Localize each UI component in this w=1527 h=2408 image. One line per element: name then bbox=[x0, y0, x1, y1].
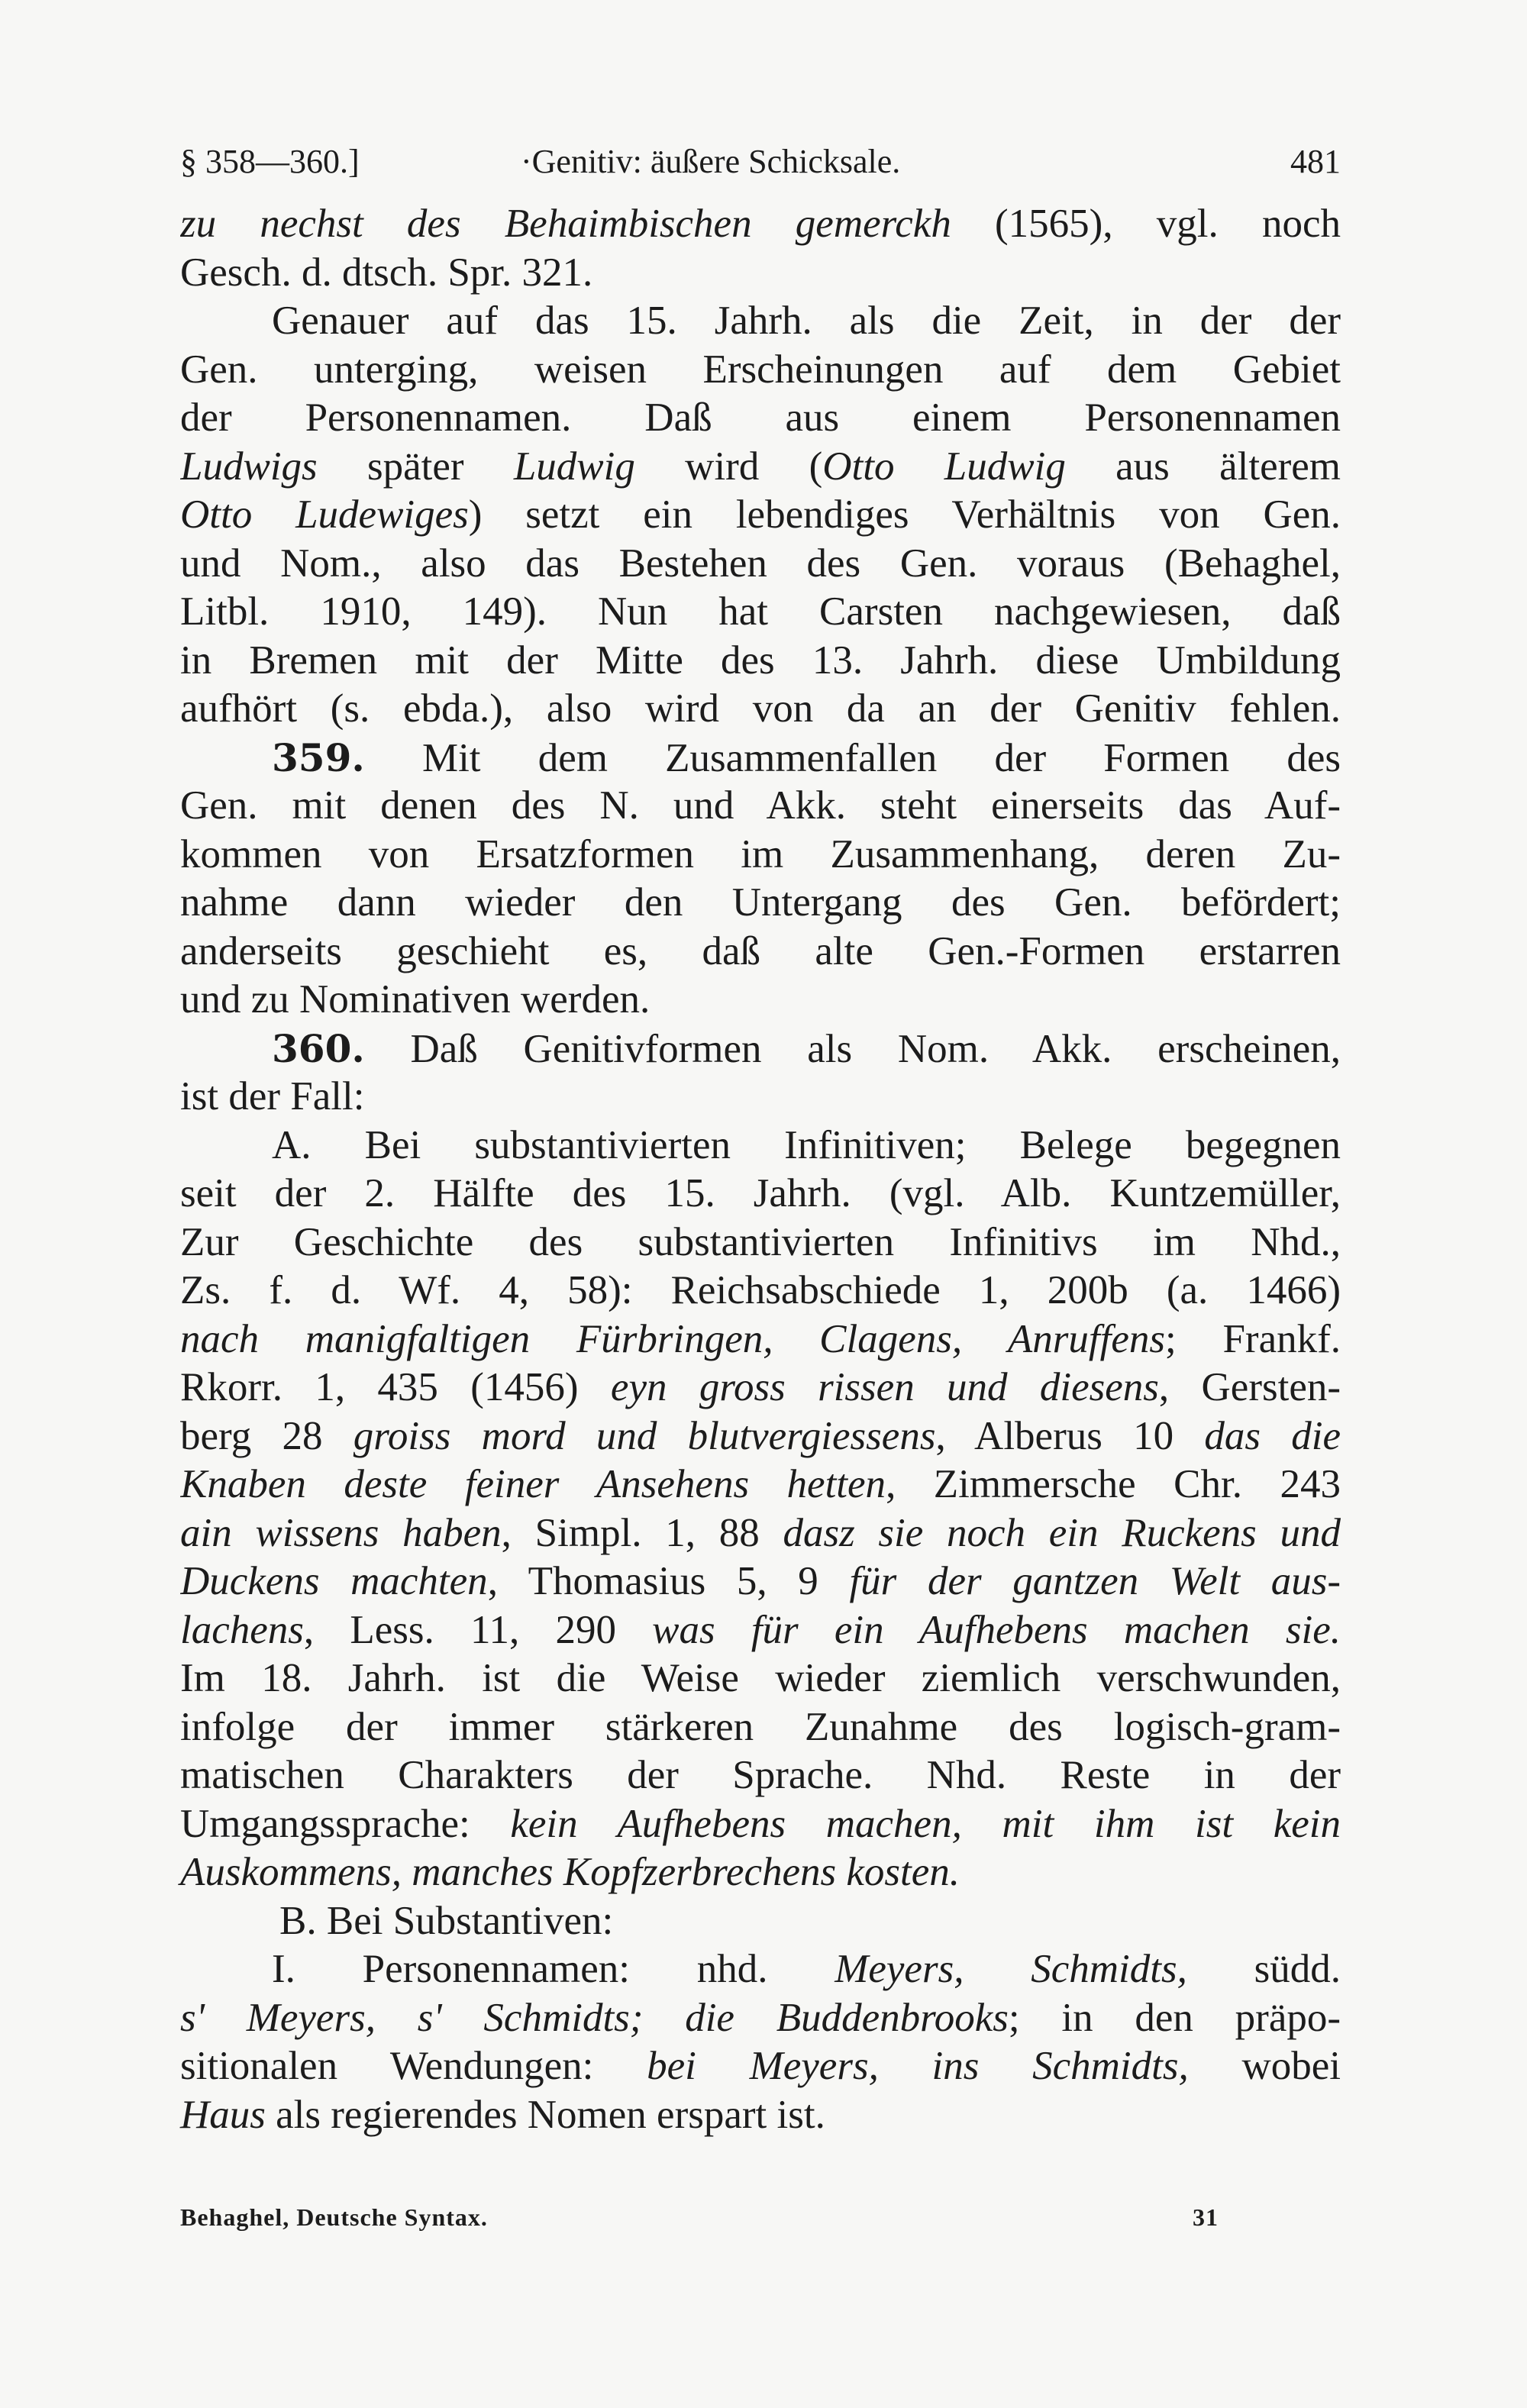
text-line bbox=[180, 1994, 1341, 2043]
text-line bbox=[180, 297, 1341, 346]
text-run: I. Personennamen: nhd. bbox=[272, 1947, 835, 1991]
footer-book-title: Behaghel, Deutsche Syntax. bbox=[180, 2203, 488, 2231]
italic-quote: Ludwig bbox=[513, 444, 635, 489]
text-line bbox=[180, 1170, 1341, 1219]
text-run: der Personennamen. Daß aus einem Personennamen bbox=[180, 395, 1341, 440]
text-line bbox=[180, 2042, 1341, 2091]
text-run: Gen. mit denen des N. und Akk. steht einerseits das Auf- bbox=[180, 783, 1341, 828]
section-number: 359. bbox=[272, 734, 365, 780]
text-run: in Bremen mit der Mitte des 13. Jahrh. diese Umbildung bbox=[180, 638, 1341, 683]
text-run: , Thomasius 5, 9 bbox=[487, 1559, 850, 1603]
italic-quote: Duckens machten bbox=[180, 1559, 488, 1603]
text-line bbox=[180, 1509, 1341, 1558]
text-run: Daß Genitivformen als Nom. Akk. erscheinen, bbox=[364, 1026, 1341, 1071]
signature-footer bbox=[180, 2203, 1219, 2242]
running-header bbox=[180, 142, 1341, 188]
text-run: Gesch. d. dtsch. Spr. 321. bbox=[180, 250, 593, 295]
text-run: und zu Nominativen werden. bbox=[180, 977, 651, 1022]
sheet-signature: 31 bbox=[1193, 2203, 1219, 2231]
text-run: A. Bei substantivierten Infinitiven; Belege begegnen bbox=[272, 1122, 1341, 1167]
italic-quote: nach manigfaltigen Fürbringen, Clagens, Anruffens bbox=[180, 1316, 1166, 1361]
italic-quote: Knaben deste feiner Ansehens hetten bbox=[180, 1462, 886, 1506]
text-line bbox=[180, 782, 1341, 831]
text-line bbox=[180, 1848, 1341, 1897]
text-run: , Zimmersche Chr. 243 bbox=[886, 1462, 1341, 1506]
text-run: ist der Fall: bbox=[180, 1074, 365, 1118]
text-run: ; Frankf. bbox=[1165, 1316, 1341, 1361]
text-run: , Simpl. 1, 88 bbox=[501, 1510, 783, 1555]
text-line bbox=[180, 1703, 1341, 1752]
text-line bbox=[180, 637, 1341, 686]
italic-quote: Otto Ludewiges bbox=[180, 492, 469, 537]
text-run: Zs. f. d. Wf. 4, 58): Reichsabschiede 1, 200b (a. 1466) bbox=[180, 1268, 1341, 1312]
text-run: südd. bbox=[1186, 1947, 1341, 1991]
text-run: ) setzt ein lebendiges Verhältnis von Gen. bbox=[468, 492, 1341, 537]
text-run: ; in den präpo- bbox=[1008, 1995, 1341, 2040]
text-run: , Alberus 10 bbox=[935, 1413, 1205, 1458]
text-run: Umgangssprache: bbox=[180, 1801, 511, 1846]
text-line bbox=[180, 1267, 1341, 1315]
text-run: Gen. unterging, weisen Erscheinungen auf dem Gebiet bbox=[180, 347, 1341, 392]
section-359-heading bbox=[180, 734, 1341, 783]
text-line bbox=[180, 588, 1341, 637]
text-line bbox=[180, 2091, 1341, 2140]
text-line bbox=[180, 1364, 1341, 1412]
italic-quote: für der gantzen Welt aus- bbox=[849, 1559, 1341, 1603]
text-line bbox=[180, 346, 1341, 395]
text-line bbox=[180, 1412, 1341, 1461]
text-run: (1565), vgl. noch bbox=[951, 202, 1341, 246]
text-line bbox=[180, 1654, 1341, 1703]
text-run: , Less. 11, 290 bbox=[303, 1607, 653, 1652]
text-run: sitionalen Wendungen: bbox=[180, 2044, 647, 2088]
text-run: Mit dem Zusammenfallen der Formen des bbox=[364, 735, 1341, 780]
text-run: matischen Charakters der Sprache. Nhd. Reste in der bbox=[180, 1753, 1341, 1797]
text-run: Rkorr. 1, 435 (1456) bbox=[180, 1365, 611, 1409]
italic-quote: Auskommens, manches Kopfzerbrechens kosten. bbox=[180, 1850, 960, 1894]
italic-quote: Ludwigs bbox=[180, 444, 318, 489]
text-line bbox=[180, 394, 1341, 443]
text-run: anderseits geschieht es, daß alte Gen.-Formen erstarren bbox=[180, 928, 1341, 973]
italic-quote: kein Aufhebens machen, mit ihm ist kein bbox=[510, 1801, 1341, 1846]
text-line bbox=[180, 831, 1341, 880]
text-run: , Gersten- bbox=[1158, 1365, 1341, 1409]
italic-quote: eyn gross rissen und diesens bbox=[610, 1365, 1159, 1409]
text-run: berg 28 bbox=[180, 1413, 354, 1458]
text-line bbox=[180, 1945, 1341, 1994]
text-line bbox=[180, 1219, 1341, 1267]
italic-quote: das die bbox=[1204, 1413, 1341, 1458]
italic-quote: bei Meyers, ins Schmidts, bbox=[647, 2044, 1189, 2088]
text-line bbox=[180, 491, 1341, 540]
text-run: seit der 2. Hälfte des 15. Jahrh. (vgl. Alb. Kuntzemüller, bbox=[180, 1171, 1341, 1215]
text-line bbox=[180, 1606, 1341, 1655]
text-line bbox=[180, 1315, 1341, 1364]
subsection-b-heading bbox=[180, 1897, 1341, 1946]
text-run: und Nom., also das Bestehen des Gen. voraus (Behaghel, bbox=[180, 541, 1341, 586]
text-run: Genauer auf das 15. Jahrh. als die Zeit, in der der bbox=[272, 299, 1341, 343]
text-line bbox=[180, 1751, 1341, 1800]
text-line bbox=[180, 443, 1341, 492]
text-line bbox=[180, 1461, 1341, 1509]
text-line bbox=[180, 1557, 1341, 1606]
text-run: als regierendes Nomen erspart ist. bbox=[265, 2092, 825, 2137]
italic-quote: ain wissens haben bbox=[180, 1510, 502, 1555]
text-run: nahme dann wieder den Untergang des Gen. befördert; bbox=[180, 880, 1341, 925]
text-run: später bbox=[317, 444, 514, 489]
body-text bbox=[180, 200, 1341, 2139]
text-run: Zur Geschichte des substantivierten Infinitivs im Nhd., bbox=[180, 1219, 1341, 1264]
text-line bbox=[180, 200, 1341, 249]
text-line bbox=[180, 540, 1341, 589]
text-run: kommen von Ersatzformen im Zusammenhang, deren Zu- bbox=[180, 831, 1341, 876]
text-run: Litbl. 1910, 149). Nun hat Carsten nachgewiesen, daß bbox=[180, 589, 1341, 634]
italic-quote: groiss mord und blutvergiessens bbox=[353, 1413, 936, 1458]
italic-quote: lachens bbox=[180, 1607, 304, 1652]
text-run: infolge der immer stärkeren Zunahme des logisch-gram- bbox=[180, 1704, 1341, 1749]
text-run: B. Bei Substantiven: bbox=[279, 1898, 614, 1943]
text-run: aufhört (s. ebda.), also wird von da an der Genitiv fehlen. bbox=[180, 686, 1341, 731]
text-line bbox=[180, 1073, 1341, 1122]
italic-quote: Haus bbox=[180, 2092, 266, 2137]
italic-quote: Meyers, Schmidts, bbox=[835, 1947, 1187, 1991]
italic-quote: s' Meyers, s' Schmidts; die Buddenbrooks bbox=[180, 1995, 1009, 2040]
text-line bbox=[180, 249, 1341, 298]
text-line bbox=[180, 879, 1341, 928]
text-line bbox=[180, 1800, 1341, 1849]
text-line bbox=[180, 1122, 1341, 1170]
section-number: 360. bbox=[272, 1025, 365, 1071]
italic-quote: was für ein Aufhebens machen sie. bbox=[652, 1607, 1341, 1652]
text-line bbox=[180, 976, 1341, 1025]
header-section-ref: § 358—360.] bbox=[180, 143, 360, 180]
italic-quote: Otto Ludwig bbox=[822, 444, 1066, 489]
text-line bbox=[180, 685, 1341, 734]
text-run: aus älterem bbox=[1065, 444, 1341, 489]
text-line bbox=[180, 928, 1341, 976]
text-run: wobei bbox=[1188, 2044, 1341, 2088]
page-number: 481 bbox=[1290, 143, 1341, 180]
text-run: wird ( bbox=[634, 444, 823, 489]
italic-quote: zu nechst des Behaimbischen gemerckh bbox=[180, 202, 951, 246]
text-run: Im 18. Jahrh. ist die Weise wieder ziemlich verschwunden, bbox=[180, 1656, 1341, 1700]
italic-quote: dasz sie noch ein Ruckens und bbox=[783, 1510, 1341, 1555]
section-360-heading bbox=[180, 1025, 1341, 1073]
header-title: ·Genitiv: äußere Schicksale. bbox=[521, 143, 901, 180]
